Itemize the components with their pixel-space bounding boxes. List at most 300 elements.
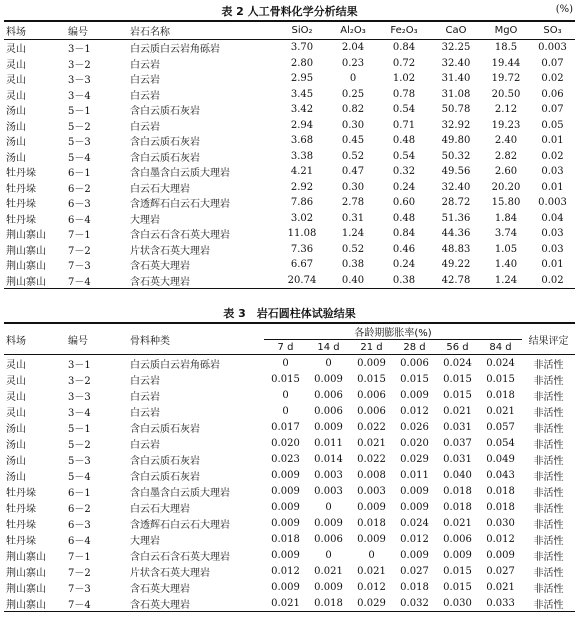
table-row	[4, 40, 575, 56]
table-cell: 0.018	[400, 581, 429, 593]
table-cell: 32.92	[441, 119, 471, 131]
table-cell: 42.78	[441, 274, 471, 286]
table-cell: 含白云质石灰岩	[130, 106, 200, 118]
table-cell: 0.008	[357, 469, 386, 481]
table-row	[4, 483, 575, 499]
table-cell: 1.84	[494, 212, 518, 224]
table-cell: 0.54	[392, 104, 416, 116]
table-cell: 1.40	[494, 259, 518, 271]
table-row	[4, 102, 575, 118]
table-cell: 含白云质石灰岩	[130, 423, 200, 435]
table-cell: 非活性	[533, 551, 564, 563]
table-cell: 6－1	[68, 487, 91, 499]
table-cell: 0.031	[443, 421, 472, 433]
table-cell: 3.70	[290, 42, 314, 54]
table-cell: 0.78	[392, 88, 416, 100]
table-cell: 0.009	[357, 533, 386, 545]
table-cell: 非活性	[533, 407, 564, 419]
table-cell: 0.026	[400, 421, 429, 433]
table-cell: 荆山寨山	[6, 276, 46, 288]
header-expansion-group: 各龄期膨胀率(%)	[354, 328, 432, 339]
header-age: 28 d	[393, 340, 436, 355]
table-cell: 0.006	[400, 357, 429, 369]
table-cell: 片状含石英大理岩	[130, 245, 210, 257]
table-cell: 白云质白云岩角砾岩	[130, 44, 220, 56]
table-row	[4, 180, 575, 196]
table-cell: 2.12	[494, 104, 518, 116]
header-result: 结果评定	[528, 335, 569, 347]
table-cell: 0.84	[392, 42, 416, 54]
table-row	[4, 226, 575, 242]
table-row	[4, 371, 575, 387]
table-row	[4, 451, 575, 467]
table-cell: 荆山寨山	[6, 567, 46, 579]
table-cell: 0.049	[486, 453, 515, 465]
table-cell: 7.36	[290, 243, 314, 255]
table-cell: 0.60	[392, 197, 416, 209]
table-cell: 19.72	[491, 73, 521, 85]
table-cell: 非活性	[533, 471, 564, 483]
table-cell: 20.74	[287, 274, 317, 286]
table-cell: 0.01	[541, 181, 564, 193]
table-cell: 0.009	[357, 501, 386, 513]
table-cell: 0.020	[271, 437, 300, 449]
table-cell: 0.52	[341, 150, 365, 162]
table-cell: 大理岩	[130, 214, 160, 226]
table-cell: 0.006	[314, 533, 343, 545]
table-row	[4, 257, 575, 273]
table-cell: 0.023	[271, 453, 300, 465]
table-cell: 31.08	[441, 88, 471, 100]
table-cell: 非活性	[533, 567, 564, 579]
table-cell: 0.003	[538, 42, 567, 54]
table-cell: 0.054	[486, 437, 515, 449]
table-cell: 灵山	[6, 375, 26, 387]
table-cell: 荆山寨山	[6, 551, 46, 563]
table-cell: 20.20	[491, 181, 521, 193]
table-cell: 白云岩	[130, 407, 160, 419]
table-2-header-row	[4, 323, 575, 340]
table-cell: 0.45	[341, 135, 365, 147]
table-cell: 0.015	[400, 373, 429, 385]
table-cell: 6－3	[68, 199, 91, 211]
table-cell: 白云岩	[130, 375, 160, 387]
table-cell: 0.031	[443, 453, 472, 465]
table-cell: 49.80	[441, 135, 471, 147]
table-cell: 含透辉石白云石大理岩	[130, 519, 230, 531]
table-cell: 31.40	[441, 73, 471, 85]
table-row	[4, 403, 575, 419]
table-cell: 7.86	[290, 197, 314, 209]
table-cell: 0.009	[400, 549, 429, 561]
table-cell: 7－1	[68, 230, 91, 242]
table-row	[4, 87, 575, 103]
table-cell: 5－2	[68, 121, 91, 133]
table-cell: 51.36	[441, 212, 471, 224]
table-row	[4, 355, 575, 372]
table-cell: 白云石大理岩	[130, 183, 190, 195]
table-cell: 0.009	[486, 549, 515, 561]
table-cell: 0.48	[392, 135, 416, 147]
table-cell: 牡丹垛	[6, 487, 36, 499]
table-cell: 0.009	[271, 501, 300, 513]
table-cell: 0.48	[392, 212, 416, 224]
table-cell: 含白云石含石英大理岩	[130, 230, 230, 242]
table-1-header-cell: CaO	[445, 25, 467, 36]
table-cell: 0.46	[392, 243, 416, 255]
table-cell: 0.05	[541, 119, 564, 131]
table-cell: 6－3	[68, 519, 91, 531]
table-cell: 0.07	[541, 57, 564, 69]
table-cell: 非活性	[533, 423, 564, 435]
table-cell: 5－3	[68, 137, 91, 149]
table-cell: 0.018	[486, 501, 515, 513]
table-cell: 0.011	[400, 469, 429, 481]
table-cell: 灵山	[6, 407, 26, 419]
table-row	[4, 435, 575, 451]
table-cell: 0.021	[314, 565, 343, 577]
table-cell: 0.011	[314, 437, 343, 449]
table-cell: 0.02	[541, 150, 564, 162]
table-cell: 0	[282, 405, 289, 417]
table-cell: 0.009	[314, 517, 343, 529]
table-cell: 3.74	[494, 228, 518, 240]
table-cell: 48.83	[441, 243, 471, 255]
table-cell: 0.71	[392, 119, 416, 131]
table-cell: 7－3	[68, 583, 91, 595]
table-1-header-cell: Fe₂O₃	[390, 25, 418, 36]
table-cell: 含石英大理岩	[130, 276, 190, 288]
table-cell: 0.021	[486, 581, 515, 593]
table-cell: 白云质白云岩角砾岩	[130, 359, 220, 371]
table-cell: 0.021	[271, 597, 300, 609]
table-cell: 0.72	[392, 57, 416, 69]
table-cell: 5－1	[68, 423, 91, 435]
table-cell: 白云岩	[130, 59, 160, 71]
table-cell: 0.84	[392, 228, 416, 240]
table-row	[4, 579, 575, 595]
table-cell: 7－2	[68, 245, 91, 257]
table-cell: 非活性	[533, 391, 564, 403]
table-row	[4, 515, 575, 531]
table-cell: 0.006	[443, 533, 472, 545]
table-cell: 0.043	[486, 469, 515, 481]
table-cell: 牡丹垛	[6, 214, 36, 226]
table-cell: 0.25	[341, 88, 365, 100]
table-cell: 0.017	[271, 421, 300, 433]
table-cell: 0.009	[271, 469, 300, 481]
table-row	[4, 71, 575, 87]
table-cell: 3－4	[68, 90, 91, 102]
table-cell: 6.67	[290, 259, 314, 271]
table-cell: 0.06	[541, 88, 564, 100]
table-cell: 0.40	[341, 274, 365, 286]
table-cell: 0.30	[341, 119, 365, 131]
table-cell: 0.040	[443, 469, 472, 481]
table-cell: 3－3	[68, 75, 91, 87]
table-cell: 0.009	[400, 485, 429, 497]
table-cell: 0.015	[443, 565, 472, 577]
table-cell: 3－1	[68, 44, 91, 56]
table-cell: 0.022	[357, 421, 386, 433]
table-row	[4, 273, 575, 289]
table-cell: 3.38	[290, 150, 314, 162]
table-cell: 0.012	[400, 533, 429, 545]
table-cell: 非活性	[533, 599, 564, 611]
table-1-header-cell: 编号	[68, 27, 88, 38]
table-cell: 6－4	[68, 214, 91, 226]
table-row	[4, 563, 575, 579]
table-cell: 含白云石含石英大理岩	[130, 551, 230, 563]
table-cell: 0.021	[443, 517, 472, 529]
table-cell: 0.009	[400, 389, 429, 401]
table-cell: 0.018	[271, 533, 300, 545]
table-cell: 含白墨含白云质大理岩	[130, 168, 230, 180]
table-cell: 2.04	[341, 42, 365, 54]
table-cell: 0.015	[357, 373, 386, 385]
table-1-unit: (%)	[555, 4, 573, 15]
table-cell: 15.80	[491, 197, 521, 209]
table-cell: 2.40	[494, 135, 518, 147]
table-row	[4, 133, 575, 149]
table-cell: 含透辉石白云石大理岩	[130, 199, 230, 211]
table-cell: 0.027	[486, 565, 515, 577]
table-cell: 0.018	[486, 485, 515, 497]
table-cell: 牡丹垛	[6, 199, 36, 211]
table-cell: 2.92	[290, 181, 314, 193]
table-cell: 0.02	[541, 73, 564, 85]
table-cell: 5－1	[68, 106, 91, 118]
table-row	[4, 499, 575, 515]
table-cell: 0.009	[443, 549, 472, 561]
table-cell: 3－4	[68, 407, 91, 419]
table-cell: 牡丹垛	[6, 519, 36, 531]
table-cell: 0.018	[443, 485, 472, 497]
table-cell: 20.50	[491, 88, 521, 100]
table-1-header-cell: MgO	[494, 25, 518, 36]
table-cell: 0.015	[443, 581, 472, 593]
table-cell: 0.54	[392, 150, 416, 162]
table-cell: 白云岩	[130, 439, 160, 451]
table-cell: 含白云质石灰岩	[130, 152, 200, 164]
table-cell: 18.5	[494, 42, 518, 54]
table-cell: 2.60	[494, 166, 518, 178]
table-cell: 0.030	[486, 517, 515, 529]
table-cell: 非活性	[533, 455, 564, 467]
table-row	[4, 387, 575, 403]
table-cell: 白云岩	[130, 75, 160, 87]
table-cell: 0.014	[314, 453, 343, 465]
table-cell: 49.22	[441, 259, 471, 271]
table-cell: 0.009	[314, 373, 343, 385]
table-row	[4, 531, 575, 547]
table-cell: 荆山寨山	[6, 599, 46, 611]
table-cell: 0.82	[341, 104, 365, 116]
table-cell: 含白墨含白云质大理岩	[130, 487, 230, 499]
table-cell: 0.04	[541, 212, 564, 224]
table-cell: 汤山	[6, 455, 26, 467]
table-cell: 0.01	[541, 135, 564, 147]
header-age: 84 d	[479, 340, 522, 355]
table-row	[4, 419, 575, 435]
table-1-header-cell: SiO₂	[291, 25, 313, 36]
table-cell: 0.009	[357, 357, 386, 369]
table-cell: 0.52	[341, 243, 365, 255]
table-cell: 0.24	[392, 181, 416, 193]
table-cell: 非活性	[533, 439, 564, 451]
table-cell: 0.009	[314, 581, 343, 593]
table-cell: 1.02	[392, 73, 416, 85]
table-cell: 0.018	[314, 597, 343, 609]
table-cell: 灵山	[6, 59, 26, 71]
table-cell: 5－4	[68, 152, 91, 164]
table-cell: 2.95	[290, 73, 314, 85]
table-cell: 非活性	[533, 583, 564, 595]
table-cell: 0.009	[271, 581, 300, 593]
table-row	[4, 211, 575, 227]
table-cell: 0.24	[392, 259, 416, 271]
table-cell: 0.018	[486, 389, 515, 401]
table-cell: 含石英大理岩	[130, 599, 190, 611]
table-cell: 荆山寨山	[6, 230, 46, 242]
table-cell: 0.033	[486, 597, 515, 609]
table-cell: 44.36	[441, 228, 471, 240]
table-cell: 0.23	[341, 57, 365, 69]
table-cell: 白云石大理岩	[130, 503, 190, 515]
table-cell: 0.38	[341, 259, 365, 271]
table-cell: 7－2	[68, 567, 91, 579]
table-cell: 0.015	[486, 373, 515, 385]
table-cell: 0.015	[271, 373, 300, 385]
table-row	[4, 195, 575, 211]
table-cell: 0	[325, 549, 332, 561]
table-cell: 灵山	[6, 44, 26, 56]
table-cell: 0.021	[357, 565, 386, 577]
table-2-caption: 表 3 岩石圆柱体试验结果	[223, 307, 356, 320]
table-cell: 0.027	[400, 565, 429, 577]
table-cell: 牡丹垛	[6, 503, 36, 515]
table-cell: 11.08	[287, 228, 317, 240]
table-cell: 0	[282, 389, 289, 401]
table-cell: 2.94	[290, 119, 314, 131]
table-cell: 大理岩	[130, 535, 160, 547]
table-cell: 0.029	[357, 597, 386, 609]
table-cell: 0.015	[443, 389, 472, 401]
table-cell: 0.029	[400, 453, 429, 465]
cylinder-test-table	[4, 322, 575, 612]
table-cell: 4.21	[290, 166, 314, 178]
table-cell: 非活性	[533, 375, 564, 387]
table-row	[4, 56, 575, 72]
table-cell: 非活性	[533, 487, 564, 499]
table-cell: 0.024	[443, 357, 472, 369]
table-cell: 0.024	[400, 517, 429, 529]
table-cell: 3.45	[290, 88, 314, 100]
table-cell: 白云岩	[130, 121, 160, 133]
table-cell: 6－4	[68, 535, 91, 547]
table-row	[4, 164, 575, 180]
table-cell: 0.07	[541, 104, 564, 116]
table-cell: 50.32	[441, 150, 471, 162]
table-cell: 0.030	[443, 597, 472, 609]
table-cell: 含白云质石灰岩	[130, 455, 200, 467]
table-cell: 荆山寨山	[6, 261, 46, 273]
table-cell: 0.012	[400, 405, 429, 417]
table-1-header-cell: 料场	[6, 27, 26, 38]
table-cell: 3.02	[290, 212, 314, 224]
table-cell: 0.018	[443, 501, 472, 513]
table-cell: 0.021	[357, 437, 386, 449]
table-cell: 5－4	[68, 471, 91, 483]
chemical-analysis-table	[4, 20, 575, 289]
table-cell: 0.03	[541, 166, 564, 178]
header-aggregate-type: 骨料种类	[130, 335, 170, 347]
table-cell: 3－2	[68, 375, 91, 387]
table-cell: 49.56	[441, 166, 471, 178]
table-cell: 0.006	[357, 389, 386, 401]
table-row	[4, 547, 575, 563]
table-cell: 7－1	[68, 551, 91, 563]
table-cell: 牡丹垛	[6, 535, 36, 547]
table-cell: 0.012	[271, 565, 300, 577]
table-cell: 汤山	[6, 121, 26, 133]
table-cell: 2.78	[341, 197, 365, 209]
table-cell: 0.01	[541, 259, 564, 271]
table-cell: 灵山	[6, 359, 26, 371]
table-cell: 0.021	[486, 405, 515, 417]
table-cell: 32.40	[441, 181, 471, 193]
table-row	[4, 149, 575, 165]
table-cell: 0	[368, 549, 375, 561]
table-cell: 6－2	[68, 183, 91, 195]
table-cell: 0.032	[400, 597, 429, 609]
table-cell: 0.31	[341, 212, 365, 224]
table-cell: 白云岩	[130, 90, 160, 102]
table-cell: 5－3	[68, 455, 91, 467]
header-code: 编号	[68, 335, 88, 347]
header-age: 7 d	[264, 340, 307, 355]
table-cell: 2.82	[494, 150, 518, 162]
table-cell: 0.012	[357, 581, 386, 593]
table-cell: 非活性	[533, 359, 564, 371]
table-cell: 片状含石英大理岩	[130, 567, 210, 579]
table-cell: 非活性	[533, 535, 564, 547]
table-cell: 含白云质石灰岩	[130, 137, 200, 149]
table-cell: 1.05	[494, 243, 518, 255]
table-cell: 1.24	[494, 274, 518, 286]
table-1-header-cell: SO₃	[543, 25, 562, 36]
table-cell: 白云岩	[130, 391, 160, 403]
table-cell: 0.006	[357, 405, 386, 417]
table-cell: 0.057	[486, 421, 515, 433]
table-cell: 19.23	[491, 119, 521, 131]
header-age: 14 d	[307, 340, 350, 355]
table-cell: 0.47	[341, 166, 365, 178]
table-cell: 50.78	[441, 104, 471, 116]
header-age: 56 d	[436, 340, 479, 355]
table-cell: 3.42	[290, 104, 314, 116]
table-cell: 灵山	[6, 75, 26, 87]
table-cell: 含白云质石灰岩	[130, 471, 200, 483]
table-1-header-cell: Al₂O₃	[340, 25, 366, 36]
table-row	[4, 118, 575, 134]
table-cell: 0.022	[357, 453, 386, 465]
table-cell: 0.02	[541, 274, 564, 286]
table-cell: 0.003	[538, 197, 567, 209]
table-cell: 3－2	[68, 59, 91, 71]
table-cell: 7－3	[68, 261, 91, 273]
table-cell: 0.024	[486, 357, 515, 369]
